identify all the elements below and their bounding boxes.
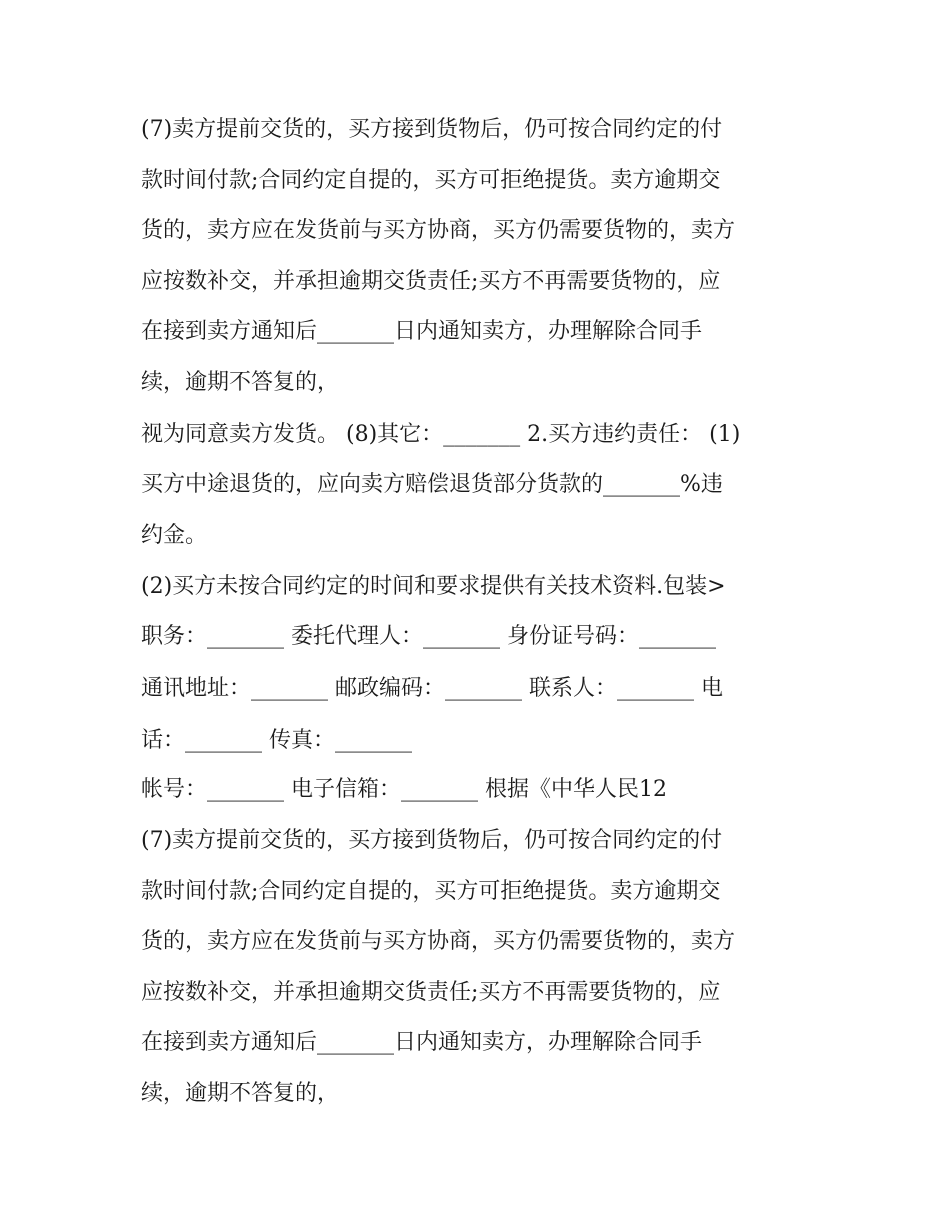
text-line: 话：_______ 传真：_______	[141, 728, 412, 753]
text-line: 约金。	[141, 523, 208, 548]
text-line: 货的，卖方应在发货前与买方协商，买方仍需要货物的，卖方	[141, 218, 736, 243]
text-line: 通讯地址：_______ 邮政编码：_______ 联系人：_______ 电	[141, 676, 723, 701]
text-line: 货的，卖方应在发货前与买方协商，买方仍需要货物的，卖方	[141, 929, 736, 954]
text-line: 帐号：_______ 电子信箱：_______ 根据《中华人民12	[141, 777, 667, 802]
text-line: (7)卖方提前交货的，买方接到货物后，仍可按合同约定的付	[141, 117, 723, 142]
text-line: 款时间付款;合同约定自提的，买方可拒绝提货。卖方逾期交	[141, 168, 721, 193]
text-line: 应按数补交，并承担逾期交货责任;买方不再需要货物的，应	[141, 980, 721, 1005]
text-line: (2)买方未按合同约定的时间和要求提供有关技术资料.包装>	[141, 574, 726, 599]
text-line: 在接到卖方通知后_______日内通知卖方，办理解除合同手	[141, 1030, 703, 1055]
text-line: 续，逾期不答复的，	[141, 370, 340, 395]
text-line: 买方中途退货的，应向卖方赔偿退货部分货款的_______%违	[141, 472, 723, 497]
text-line: 职务：_______ 委托代理人：_______ 身份证号码：_______	[141, 624, 716, 649]
text-line: 款时间付款;合同约定自提的，买方可拒绝提货。卖方逾期交	[141, 879, 721, 904]
text-line: 在接到卖方通知后_______日内通知卖方，办理解除合同手	[141, 319, 703, 344]
text-line: 视为同意卖方发货。 (8)其它：_______ 2.买方违约责任： (1)	[141, 422, 741, 447]
text-line: 应按数补交，并承担逾期交货责任;买方不再需要货物的，应	[141, 269, 721, 294]
text-line: 续，逾期不答复的，	[141, 1081, 340, 1106]
text-line: (7)卖方提前交货的，买方接到货物后，仍可按合同约定的付	[141, 828, 723, 853]
